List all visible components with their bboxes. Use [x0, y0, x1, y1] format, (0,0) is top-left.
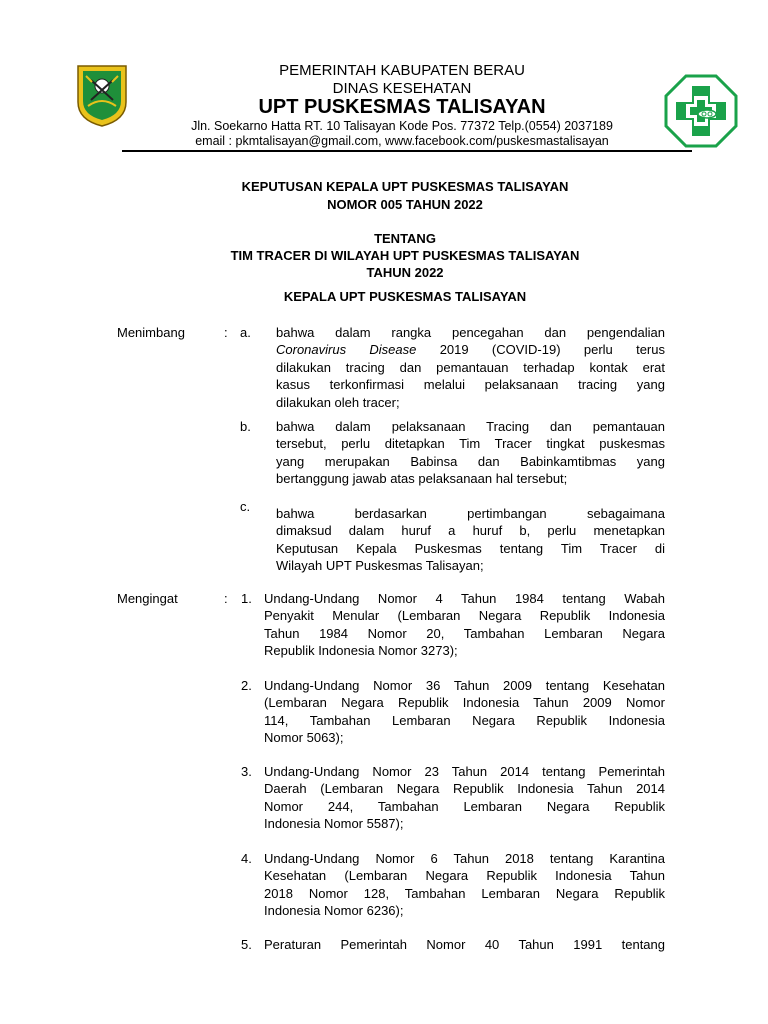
item-number: 1.: [241, 591, 252, 606]
item-number: 3.: [241, 764, 252, 779]
legal-basis-2: Undang-Undang Nomor 36 Tahun 2009 tentang Kesehatan (Lembaran Negara Republik Indonesia Tahun 2009 Nomor 114, Tambahan Lembaran Negara Republik Indonesia Nomor 5063);: [264, 678, 665, 746]
menimbang-label: Menimbang: [117, 325, 185, 340]
item-number: 4.: [241, 851, 252, 866]
legal-basis-3: Undang-Undang Nomor 23 Tahun 2014 tentang Pemerintah Daerah (Lembaran Negara Republik Indonesia Tahun 2014 Nomor 244, Tambahan Lembaran Negara Republik Indonesia Nomor 5587);: [264, 764, 665, 832]
gov-name: PEMERINTAH KABUPATEN BERAU: [279, 62, 525, 79]
legal-basis-1: Undang-Undang Nomor 4 Tahun 1984 tentang Wabah Penyakit Menular (Lembaran Negara Republik Indonesia Tahun 1984 Nomor 20, Tambahan Lembaran Negara Republik Indonesia Nomor 3273);: [264, 591, 665, 659]
legal-basis-4: Undang-Undang Nomor 6 Tahun 2018 tentang Karantina Kesehatan (Lembaran Negara Republik Indonesia Tahun 2018 Nomor 128, Tambahan Lembaran Negara Republik Indonesia Nomor 6236);: [264, 851, 665, 919]
italic-term: Coronavirus Disease: [276, 342, 417, 358]
item-marker: a.: [240, 325, 251, 340]
address-line: Jln. Soekarno Hatta RT. 10 Talisayan Kode Pos. 77372 Telp.(0554) 2037189: [191, 119, 613, 133]
mengingat-label: Mengingat: [117, 591, 178, 606]
decree-year: TAHUN 2022: [366, 265, 444, 280]
decree-number: NOMOR 005 TAHUN 2022: [327, 197, 483, 212]
mengingat-colon: :: [224, 591, 228, 606]
contact-line: email : pkmtalisayan@gmail.com, www.facebook.com/puskesmastalisayan: [195, 134, 609, 148]
agency-name: DINAS KESEHATAN: [332, 80, 472, 97]
consideration-b: bahwa dalam pelaksanaan Tracing dan pemantauan tersebut, perlu ditetapkan Tim Tracer tingkat puskesmas yang merupakan Babinsa dan Babinkamtibmas yang bertanggung jawab atas pelaksanaan hal tersebut;: [276, 419, 665, 487]
item-number: 2.: [241, 678, 252, 693]
item-marker: b.: [240, 419, 251, 434]
issuing-official: KEPALA UPT PUSKESMAS TALISAYAN: [283, 289, 527, 304]
decree-heading: KEPUTUSAN KEPALA UPT PUSKESMAS TALISAYAN: [241, 179, 569, 194]
consideration-a: bahwa dalam rangka pencegahan dan pengendalian Coronavirus Disease 2019 (COVID-19) perlu terus dilakukan tracing dan pemantauan terhadap kontak erat kasus terkonfirmasi melalui pelaksanaan tracing yang dilakukan oleh tracer;: [276, 325, 665, 410]
item-number: 5.: [241, 937, 252, 952]
decree-subject: TIM TRACER DI WILAYAH UPT PUSKESMAS TALISAYAN: [230, 248, 580, 263]
letterhead-divider: [122, 150, 692, 152]
legal-basis-5: Peraturan Pemerintah Nomor 40 Tahun 1991 tentang: [264, 937, 665, 952]
item-marker: c.: [240, 499, 251, 514]
tentang-label: TENTANG: [374, 231, 436, 246]
institution-title: UPT PUSKESMAS TALISAYAN: [258, 96, 546, 118]
consideration-c: bahwa berdasarkan pertimbangan sebagaimana dimaksud dalam huruf a huruf b, perlu menetapkan Keputusan Kepala Puskesmas tentang Tim Tracer di Wilayah UPT Puskesmas Talisayan;: [276, 506, 665, 574]
menimbang-colon: :: [224, 325, 228, 340]
